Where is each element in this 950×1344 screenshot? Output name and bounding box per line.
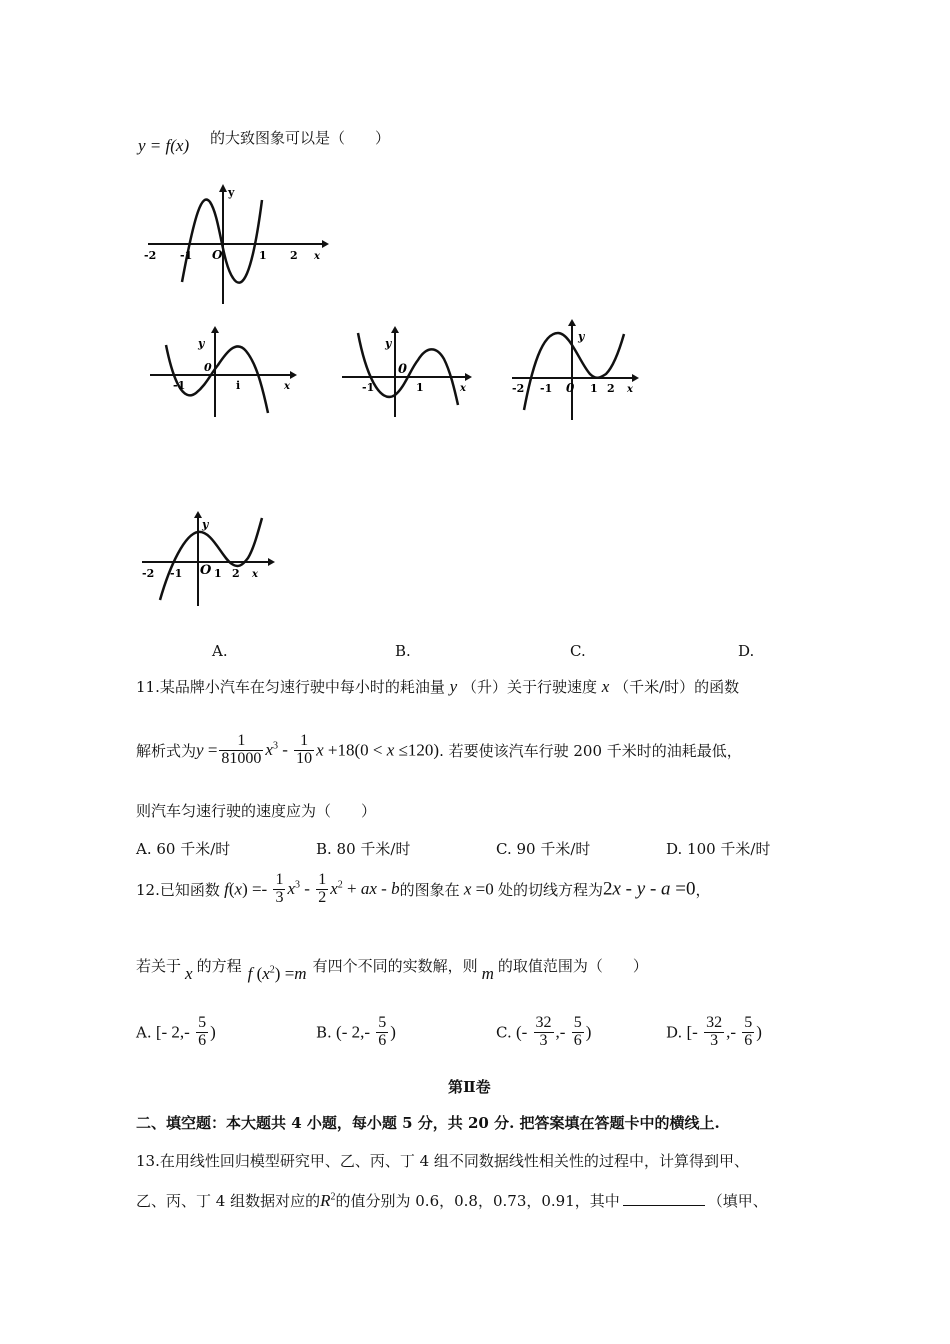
q12-line2: 若关于 x 的方程 f $(x^2) =m$ 有四个不同的实数解，则 m 的取值范围为（ ） <box>136 957 648 983</box>
svg-text:x: x <box>627 384 633 395</box>
svg-text:2: 2 <box>607 382 615 395</box>
q10-func: y = f(x) <box>138 136 190 155</box>
q11-option-c: C. 90 千米/时 <box>496 840 591 858</box>
graph-o: O <box>212 248 223 262</box>
svg-text:1: 1 <box>416 381 424 394</box>
q10-option-d: D. <box>738 642 755 660</box>
svg-text:-1: -1 <box>540 382 553 395</box>
svg-text:-1: -1 <box>173 379 186 392</box>
graph-option-a <box>148 325 298 420</box>
graph-x: x <box>314 251 320 262</box>
svg-text:x: x <box>460 383 466 394</box>
q11-option-d: D. 100 千米/时 <box>666 840 771 858</box>
graph-option-c <box>510 318 640 423</box>
graph-y: y <box>228 186 235 199</box>
q13-line2: 乙、丙、丁 4 组数据对应的$R^2$的值分别为 0.6，0.8，0.73，0.91，其中 （填甲、 <box>136 1191 768 1210</box>
q12-line1: 12.已知函数 f(x) =- $\frac{1}{3}$ $x^3$ - $\frac{1}{2}$ $x^2$ + ax - b的图象在 x =0 处的切线方程为2x - y - a =0， <box>136 871 711 906</box>
graph-option-d <box>140 510 275 610</box>
svg-text:1: 1 <box>590 382 598 395</box>
q12-option-c: C. (- $\frac{32}{3}$ ,- $\frac{5}{6}$ ) <box>496 1014 592 1049</box>
q12-option-d: D. [- $\frac{32}{3}$ ,- $\frac{5}{6}$ ) <box>666 1014 762 1049</box>
q11-line2: 解析式为y = $\frac{1}{81000}$ $x^3$ - $\frac{1}{10}$ x +18(0 < x ≤120). 若要使该汽车行驶 200 千米时的油耗最低， <box>136 732 742 767</box>
graph-stem <box>140 182 330 307</box>
q12-option-b: B. (- 2,- $\frac{5}{6}$ ) <box>316 1014 396 1049</box>
svg-text:0: 0 <box>566 381 575 395</box>
svg-text:2: 2 <box>232 567 240 580</box>
q10-option-a: A. <box>212 642 228 660</box>
svg-text:y: y <box>578 330 585 343</box>
svg-text:-2: -2 <box>142 567 155 580</box>
graph-option-b <box>340 325 475 420</box>
graph-m2: -2 <box>144 249 157 262</box>
svg-text:1: 1 <box>214 567 222 580</box>
q11-line3: 则汽车匀速行驶的速度应为（ ） <box>136 802 377 820</box>
svg-text:-2: -2 <box>512 382 525 395</box>
graph-p2: 2 <box>290 249 298 262</box>
q10-text: 的大致图象可以是（ ） <box>210 129 391 147</box>
svg-text:i: i <box>236 379 241 392</box>
graph-p1: 1 <box>259 249 267 262</box>
section-title: 第Ⅱ卷 <box>448 1078 491 1096</box>
q11-line1: 11.某品牌小汽车在匀速行驶中每小时的耗油量 y （升）关于行驶速度 x （千米/时）的函数 <box>136 677 740 696</box>
q13-line1: 13.在用线性回归模型研究甲、乙、丙、丁 4 组不同数据线性相关性的过程中，计算得到甲、 <box>136 1152 749 1170</box>
q11-option-b: B. 80 千米/时 <box>316 840 411 858</box>
svg-text:O: O <box>200 563 212 578</box>
q10-stem <box>138 136 189 156</box>
svg-text:-1: -1 <box>170 567 183 580</box>
q12-option-a: A. [- 2,- $\frac{5}{6}$ ) <box>136 1014 216 1049</box>
svg-text:x: x <box>284 381 290 392</box>
q10-option-c: C. <box>570 642 586 660</box>
q11-option-a: A. 60 千米/时 <box>136 840 231 858</box>
graph-m1: -1 <box>180 249 193 262</box>
section-heading: 二、填空题：本大题共 4 小题，每小题 5 分，共 20 分. 把答案填在答题卡中的横线上. <box>136 1114 720 1132</box>
svg-text:y: y <box>198 337 205 350</box>
q10-option-b: B. <box>395 642 411 660</box>
svg-text:y: y <box>385 337 392 350</box>
svg-text:y: y <box>202 518 209 531</box>
q13-answer-blank <box>623 1205 705 1206</box>
svg-text:x: x <box>252 569 258 580</box>
svg-text:0: 0 <box>204 361 212 374</box>
svg-text:0: 0 <box>398 362 408 377</box>
svg-text:-1: -1 <box>362 381 375 394</box>
